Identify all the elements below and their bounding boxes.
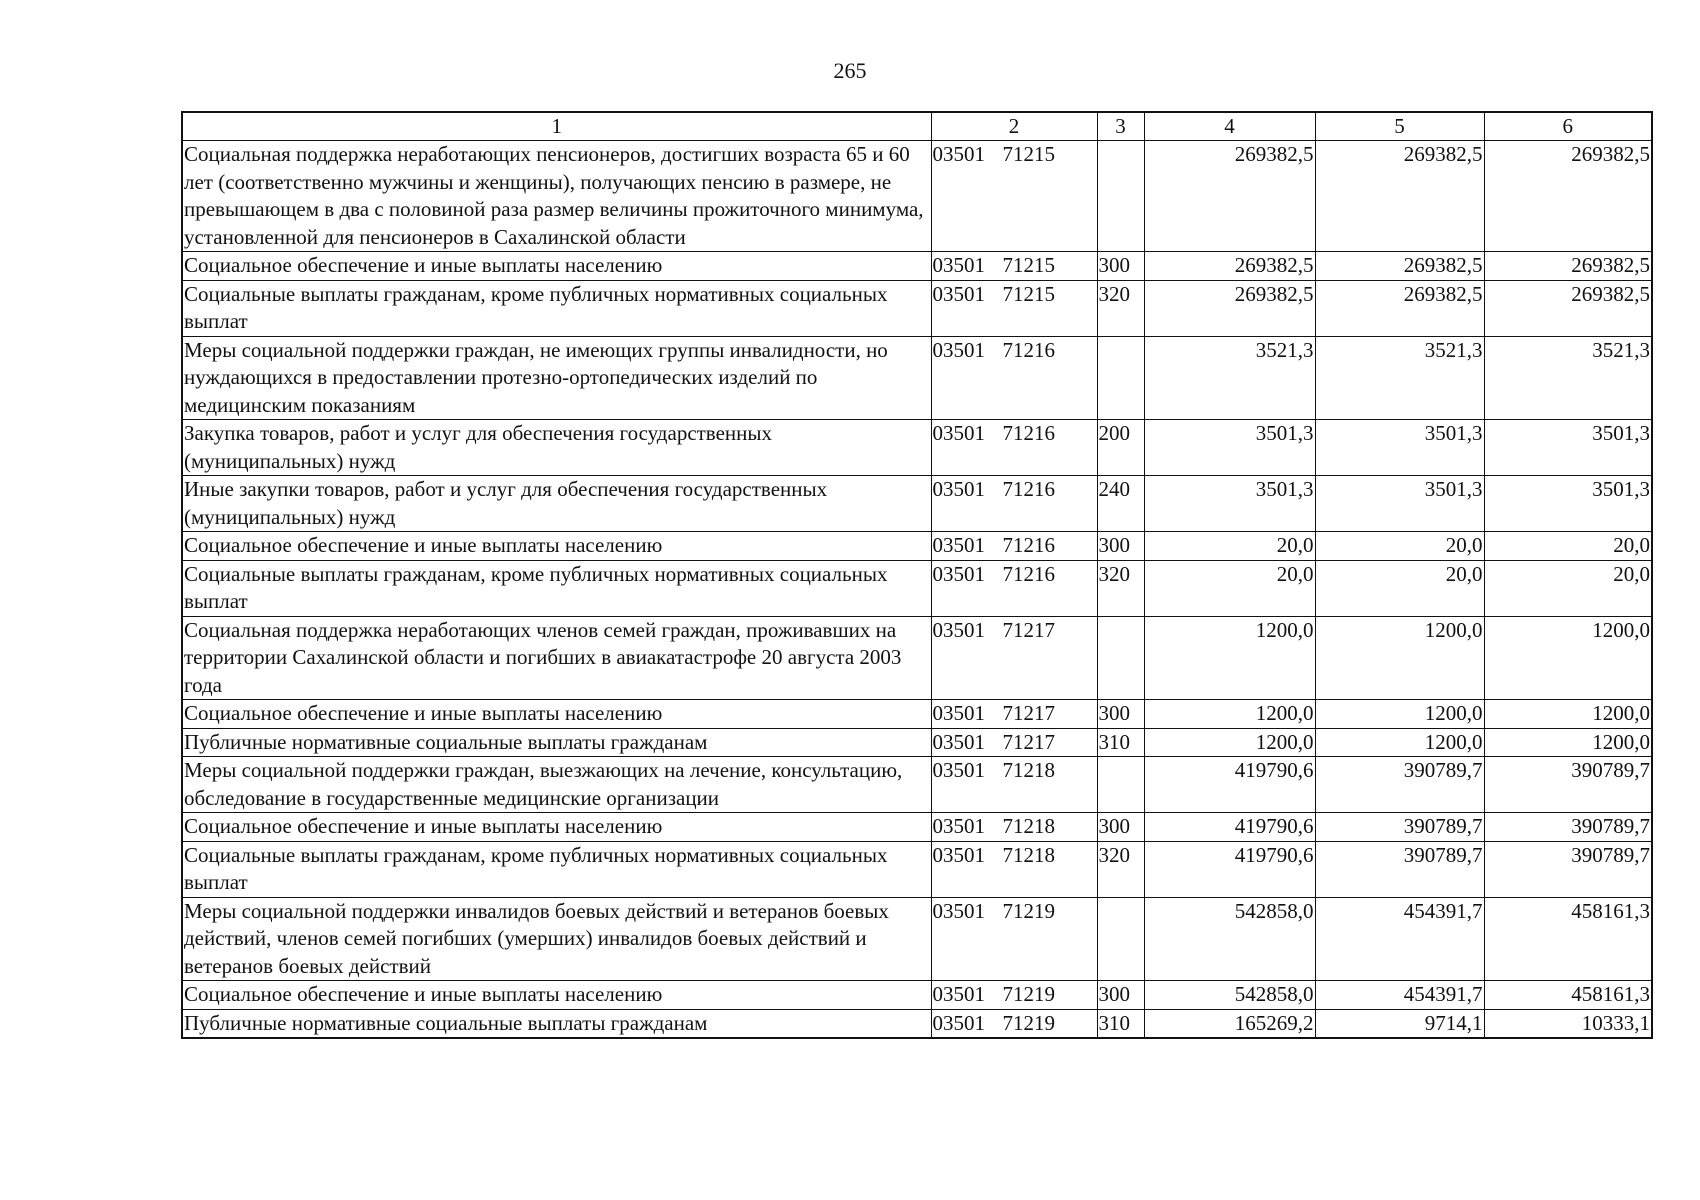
amount-col-4: 419790,6 xyxy=(1144,841,1315,897)
section-code: 03501 xyxy=(932,758,985,782)
section-code: 03501 xyxy=(932,337,985,362)
row-name: Публичные нормативные социальные выплаты гражданам xyxy=(182,1009,931,1038)
target-article-code: 71216 xyxy=(1002,421,1055,445)
row-name: Публичные нормативные социальные выплаты гражданам xyxy=(182,728,931,757)
budget-table xyxy=(181,111,1653,1039)
column-header: 4 xyxy=(1144,112,1315,141)
expense-type-code: 200 xyxy=(1097,420,1144,476)
expense-type-code: 300 xyxy=(1097,252,1144,281)
amount-col-5: 9714,1 xyxy=(1315,1009,1484,1038)
row-name: Меры социальной поддержки граждан, не имеющих группы инвалидности, но нуждающихся в предоставлении протезно-ортопедических изделий по медицинским показаниям xyxy=(182,336,931,420)
table-row xyxy=(182,476,1652,532)
expense-type-code: 310 xyxy=(1097,728,1144,757)
classification-code xyxy=(931,981,1097,1010)
expense-type-code: 240 xyxy=(1097,476,1144,532)
amount-col-6: 390789,7 xyxy=(1484,841,1652,897)
expense-type-code xyxy=(1097,616,1144,700)
amount-col-5: 1200,0 xyxy=(1315,700,1484,729)
table-row xyxy=(182,841,1652,897)
expense-type-code: 320 xyxy=(1097,560,1144,616)
amount-col-4: 1200,0 xyxy=(1144,728,1315,757)
target-article-code: 71218 xyxy=(1002,842,1055,867)
amount-col-4: 269382,5 xyxy=(1144,141,1315,252)
section-code: 03501 xyxy=(932,842,985,867)
table-row xyxy=(182,141,1652,252)
amount-col-6: 1200,0 xyxy=(1484,616,1652,700)
amount-col-6: 3521,3 xyxy=(1484,336,1652,420)
target-article-code: 71219 xyxy=(1002,898,1055,923)
amount-col-4: 1200,0 xyxy=(1144,700,1315,729)
amount-col-5: 20,0 xyxy=(1315,560,1484,616)
amount-col-5: 390789,7 xyxy=(1315,757,1484,813)
amount-col-5: 454391,7 xyxy=(1315,981,1484,1010)
column-header: 3 xyxy=(1097,112,1144,141)
section-code: 03501 xyxy=(932,477,985,501)
row-name: Социальное обеспечение и иные выплаты населению xyxy=(182,532,931,561)
section-code: 03501 xyxy=(932,617,985,642)
amount-col-4: 269382,5 xyxy=(1144,252,1315,281)
amount-col-6: 269382,5 xyxy=(1484,141,1652,252)
target-article-code: 71217 xyxy=(1002,617,1055,642)
target-article-code: 71216 xyxy=(1002,477,1055,501)
amount-col-6: 390789,7 xyxy=(1484,813,1652,842)
amount-col-5: 3501,3 xyxy=(1315,420,1484,476)
table-row xyxy=(182,252,1652,281)
section-code: 03501 xyxy=(932,142,985,166)
target-article-code: 71216 xyxy=(1002,561,1055,586)
amount-col-5: 269382,5 xyxy=(1315,141,1484,252)
amount-col-6: 3501,3 xyxy=(1484,420,1652,476)
amount-col-6: 269382,5 xyxy=(1484,252,1652,281)
expense-type-code: 320 xyxy=(1097,280,1144,336)
target-article-code: 71219 xyxy=(1002,1010,1055,1035)
amount-col-6: 390789,7 xyxy=(1484,757,1652,813)
classification-code xyxy=(931,280,1097,336)
row-name: Социальные выплаты гражданам, кроме публичных нормативных социальных выплат xyxy=(182,841,931,897)
expense-type-code: 300 xyxy=(1097,532,1144,561)
row-name: Социальное обеспечение и иные выплаты населению xyxy=(182,981,931,1010)
amount-col-4: 20,0 xyxy=(1144,532,1315,561)
amount-col-5: 3521,3 xyxy=(1315,336,1484,420)
amount-col-6: 20,0 xyxy=(1484,560,1652,616)
amount-col-5: 1200,0 xyxy=(1315,728,1484,757)
expense-type-code xyxy=(1097,141,1144,252)
section-code: 03501 xyxy=(932,729,985,754)
table-row xyxy=(182,280,1652,336)
amount-col-5: 390789,7 xyxy=(1315,841,1484,897)
row-name: Меры социальной поддержки инвалидов боевых действий и ветеранов боевых действий, членов семей погибших (умерших) инвалидов боевых действий и ветеранов боевых действий xyxy=(182,897,931,981)
target-article-code: 71219 xyxy=(1002,982,1055,1006)
amount-col-5: 269382,5 xyxy=(1315,280,1484,336)
classification-code xyxy=(931,532,1097,561)
expense-type-code xyxy=(1097,336,1144,420)
amount-col-4: 419790,6 xyxy=(1144,757,1315,813)
row-name: Меры социальной поддержки граждан, выезжающих на лечение, консультацию, обследование в государственные медицинские организации xyxy=(182,757,931,813)
row-name: Социальные выплаты гражданам, кроме публичных нормативных социальных выплат xyxy=(182,280,931,336)
amount-col-6: 1200,0 xyxy=(1484,700,1652,729)
row-name: Социальная поддержка неработающих членов семей граждан, проживавших на территории Сахалинской области и погибших в авиакатастрофе 20 августа 2003 года xyxy=(182,616,931,700)
row-name: Иные закупки товаров, работ и услуг для обеспечения государственных (муниципальных) нужд xyxy=(182,476,931,532)
classification-code xyxy=(931,700,1097,729)
section-code: 03501 xyxy=(932,814,985,838)
amount-col-4: 3521,3 xyxy=(1144,336,1315,420)
section-code: 03501 xyxy=(932,253,985,277)
target-article-code: 71217 xyxy=(1002,729,1055,754)
section-code: 03501 xyxy=(932,281,985,306)
classification-code xyxy=(931,728,1097,757)
target-article-code: 71215 xyxy=(1002,253,1055,277)
classification-code xyxy=(931,141,1097,252)
section-code: 03501 xyxy=(932,701,985,725)
classification-code xyxy=(931,560,1097,616)
section-code: 03501 xyxy=(932,1010,985,1035)
classification-code xyxy=(931,476,1097,532)
expense-type-code: 300 xyxy=(1097,981,1144,1010)
table-row xyxy=(182,757,1652,813)
expense-type-code: 300 xyxy=(1097,700,1144,729)
table-row xyxy=(182,560,1652,616)
header-row xyxy=(182,112,1652,141)
row-name: Социальное обеспечение и иные выплаты населению xyxy=(182,700,931,729)
row-name: Социальные выплаты гражданам, кроме публичных нормативных социальных выплат xyxy=(182,560,931,616)
amount-col-4: 542858,0 xyxy=(1144,981,1315,1010)
amount-col-4: 419790,6 xyxy=(1144,813,1315,842)
amount-col-4: 269382,5 xyxy=(1144,280,1315,336)
amount-col-5: 454391,7 xyxy=(1315,897,1484,981)
expense-type-code: 300 xyxy=(1097,813,1144,842)
expense-type-code xyxy=(1097,897,1144,981)
target-article-code: 71217 xyxy=(1002,701,1055,725)
amount-col-6: 3501,3 xyxy=(1484,476,1652,532)
table-row xyxy=(182,897,1652,981)
amount-col-5: 269382,5 xyxy=(1315,252,1484,281)
amount-col-4: 1200,0 xyxy=(1144,616,1315,700)
amount-col-4: 20,0 xyxy=(1144,560,1315,616)
classification-code xyxy=(931,757,1097,813)
target-article-code: 71218 xyxy=(1002,758,1055,782)
classification-code xyxy=(931,252,1097,281)
classification-code xyxy=(931,616,1097,700)
amount-col-5: 3501,3 xyxy=(1315,476,1484,532)
row-name: Социальная поддержка неработающих пенсионеров, достигших возраста 65 и 60 лет (соответственно мужчины и женщины), получающих пенсию в размере, не превышающем в два с половиной раза размер величины прожиточного минимума, установленной для пенсионеров в Сахалинской области xyxy=(182,141,931,252)
column-header: 1 xyxy=(182,112,931,141)
target-article-code: 71215 xyxy=(1002,142,1055,166)
classification-code xyxy=(931,841,1097,897)
classification-code xyxy=(931,813,1097,842)
amount-col-5: 1200,0 xyxy=(1315,616,1484,700)
section-code: 03501 xyxy=(932,533,985,557)
amount-col-6: 1200,0 xyxy=(1484,728,1652,757)
amount-col-4: 3501,3 xyxy=(1144,476,1315,532)
classification-code xyxy=(931,336,1097,420)
row-name: Социальное обеспечение и иные выплаты населению xyxy=(182,813,931,842)
column-header: 2 xyxy=(931,112,1097,141)
column-header: 6 xyxy=(1484,112,1652,141)
expense-type-code xyxy=(1097,757,1144,813)
amount-col-6: 10333,1 xyxy=(1484,1009,1652,1038)
column-header: 5 xyxy=(1315,112,1484,141)
table-row xyxy=(182,420,1652,476)
amount-col-5: 390789,7 xyxy=(1315,813,1484,842)
row-name: Закупка товаров, работ и услуг для обеспечения государственных (муниципальных) нужд xyxy=(182,420,931,476)
table-row xyxy=(182,532,1652,561)
section-code: 03501 xyxy=(932,898,985,923)
table-row xyxy=(182,981,1652,1010)
classification-code xyxy=(931,420,1097,476)
table-row xyxy=(182,728,1652,757)
target-article-code: 71218 xyxy=(1002,814,1055,838)
amount-col-6: 269382,5 xyxy=(1484,280,1652,336)
target-article-code: 71216 xyxy=(1002,337,1055,362)
amount-col-4: 542858,0 xyxy=(1144,897,1315,981)
row-name: Социальное обеспечение и иные выплаты населению xyxy=(182,252,931,281)
section-code: 03501 xyxy=(932,421,985,445)
classification-code xyxy=(931,897,1097,981)
table-row xyxy=(182,1009,1652,1038)
amount-col-6: 458161,3 xyxy=(1484,981,1652,1010)
target-article-code: 71216 xyxy=(1002,533,1055,557)
classification-code xyxy=(931,1009,1097,1038)
table-row xyxy=(182,336,1652,420)
table-row xyxy=(182,700,1652,729)
expense-type-code: 310 xyxy=(1097,1009,1144,1038)
page-number: 265 xyxy=(833,58,867,83)
section-code: 03501 xyxy=(932,561,985,586)
amount-col-5: 20,0 xyxy=(1315,532,1484,561)
section-code: 03501 xyxy=(932,982,985,1006)
table-row xyxy=(182,616,1652,700)
table-row xyxy=(182,813,1652,842)
amount-col-4: 165269,2 xyxy=(1144,1009,1315,1038)
table-body xyxy=(182,141,1652,1039)
target-article-code: 71215 xyxy=(1002,281,1055,306)
amount-col-6: 20,0 xyxy=(1484,532,1652,561)
amount-col-4: 3501,3 xyxy=(1144,420,1315,476)
expense-type-code: 320 xyxy=(1097,841,1144,897)
amount-col-6: 458161,3 xyxy=(1484,897,1652,981)
